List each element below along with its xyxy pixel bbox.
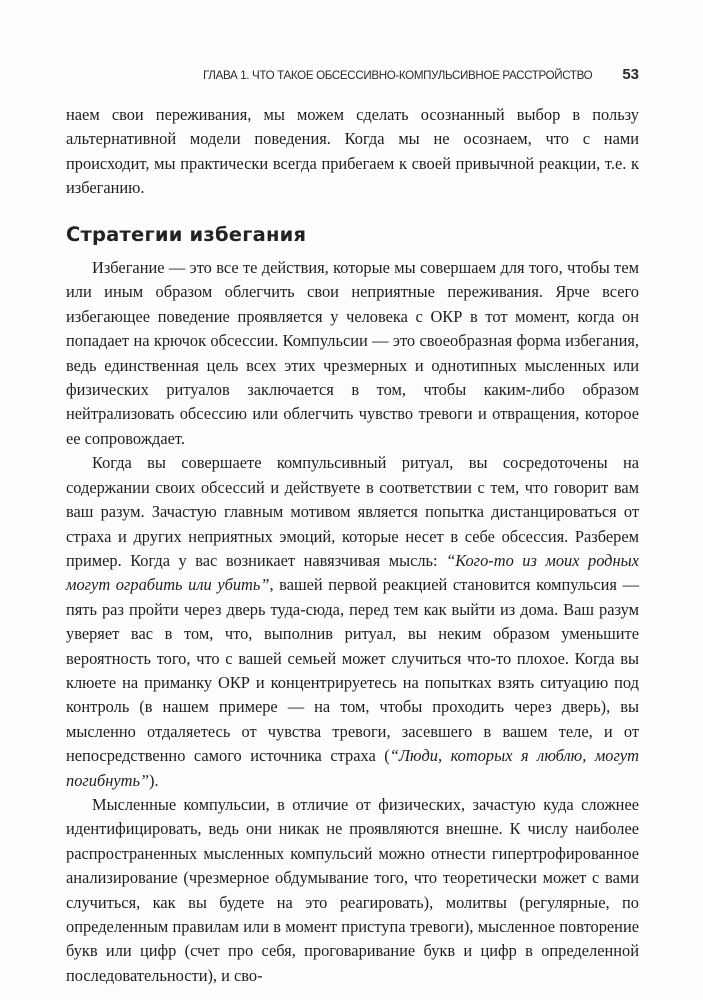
italic-quote: “Кого-то из моих родных могут ограбить или убить” — [66, 550, 639, 595]
paragraph-mental-compulsions: Мысленные компульсии, в отличие от физических, зачастую куда сложнее идентифицировать, ведь они никак не проявляются внешне. К числу наиболее распространенных мысленных компульсий можно отнести гипертрофированное анализирование (чрезмерное обдумывание того, что теоретически может с вами случиться, как вы будете на это реагировать), молитвы (регулярные, по определенным правилам или в момент приступа тревоги), мысленное повторение букв или цифр (счет про себя, проговаривание букв и цифр в определенной последовательности), и сво- — [66, 794, 639, 985]
paragraph-avoidance-definition: Избегание — это все те действия, которые мы совершаем для того, чтобы тем или иным образом облегчить свои неприятные переживания. Ярче всего избегающее поведение проявляется у человека с ОКР в тот момент, когда он попадает на крючок обсессии. Компульсии — это своеобразная форма избегания, ведь единственная цель всех этих чрезмерных и однотипных мысленных или физических ритуалов заключается в том, чтобы каким-либо образом нейтрализовать обсессию или облегчить чувство тревоги и отвращения, которое ее сопровождает. — [66, 258, 639, 448]
paragraph-compulsive-ritual — [66, 451, 639, 793]
running-header — [66, 66, 639, 83]
page-body — [66, 103, 639, 988]
italic-quote: “Люди, которых я люблю, могут погибнуть” — [66, 746, 639, 790]
section-heading: Стратегии избегания — [66, 222, 307, 246]
paragraph-text: ). — [149, 770, 159, 790]
page-number: 53 — [622, 66, 639, 83]
paragraph-text: Когда вы совершаете компульсивный ритуал, вы сосредоточены на содержании своих обсессий и действуете в соответствии с тем, что говорит вам ваш разум. Зачастую главным мотивом является попытка дистанцироваться от страха и других неприятных эмоций, которые несет в себе обсессия. Разберем пример. Когда у вас возникает навязчивая мысль: — [66, 453, 639, 570]
chapter-title: ГЛАВА 1. ЧТО ТАКОЕ ОБСЕССИВНО-КОМПУЛЬСИВНОЕ РАССТРОЙСТВО — [203, 69, 593, 82]
paragraph-text: , вашей первой реакцией становится компульсия — пять раз пройти через дверь туда-сюда, перед тем как выйти из дома. Ваш разум уверяет вас в том, что, выполнив ритуал, вы неким образом уменьшите вероятность того, что с вашей семьей может случиться что-то плохое. Когда вы клюете на приманку ОКР и концентрируетесь на попытках взять ситуацию под контроль (в нашем примере — на том, чтобы проходить через дверь), вы мысленно отдаляетесь от чувства тревоги, засевшего в вашем теле, и от непосредственно самого источника страха ( — [66, 575, 639, 766]
intro-paragraph: наем свои переживания, мы можем сделать осознанный выбор в пользу альтернативной модели поведения. Когда мы не осознаем, что с нами происходит, мы практически всегда прибегаем к своей привычной реакции, т.е. к избеганию. — [66, 105, 639, 198]
